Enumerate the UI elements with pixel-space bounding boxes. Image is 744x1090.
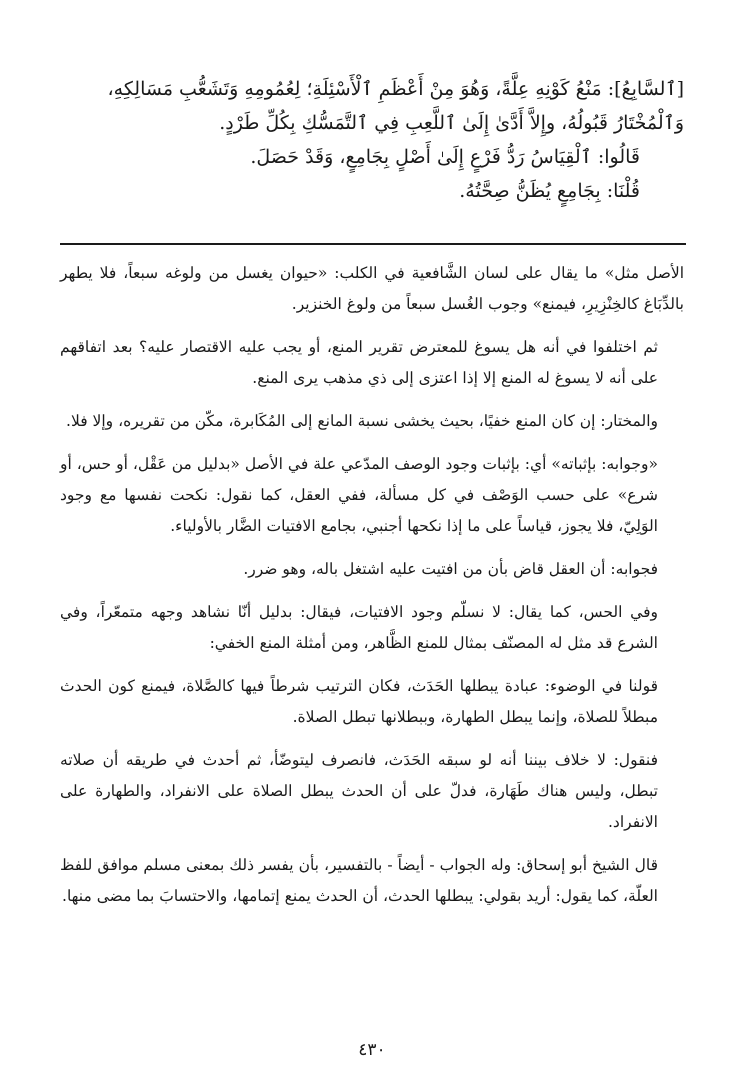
matn-line-2: وَٱلْمُخْتَارُ قَبُولُهُ، وإِلاَّ أَدَّىٰ إِلَىٰ ٱللَّعِبِ فِي ٱلتَّمَسُّكِ بِكُلِّ طَرْدٍ. [219,112,684,134]
sharh-paragraph-3: والمختار: إن كان المنع خفيًا، بحيث يخشى نسبة المانع إلى المُكَابرة، مكّن من تقريره، وإلا فلا. [66,412,658,430]
sharh-commentary-block [60,258,684,924]
sharh-paragraph-6: وفي الحس، كما يقال: لا نسلّم وجود الافتيات، فيقال: بدليل أنّا نشاهد وجهه متمعّراً، وفي الشرع قد مثل له المصنّف بمثال للمنع الظَّاهر، ومن أمثلة المنع الخفي: [60,603,658,652]
sharh-paragraph-1: الأصل مثل» ما يقال على لسان الشَّافعية في الكلب: «حيوان يغسل من ولوغه سبعاً، فلا يطهر بالدِّبَاغ كالخِنْزِيرِ، فيمنع» وجوب الغُسل سبعاً من ولوغ الخنزير. [60,264,684,313]
matn-text-block [60,72,684,208]
sharh-paragraph-8: فنقول: لا خلاف بيننا أنه لو سبقه الحَدَث، فانصرف ليتوضّأ، ثم أحدث في طريقه أن صلاته تبطل، وليس هناك طَهَارة، فدلّ على أن الحدث يبطل الصلاة على الانفراد، والطهارة على الانفراد. [60,751,658,831]
page-number: ٤٣٠ [358,1040,386,1060]
matn-line-3: قَالُوا: ٱلْقِيَاسُ رَدُّ فَرْعٍ إِلَىٰ أَصْلٍ بِجَامِعٍ، وَقَدْ حَصَلَ. [250,146,640,168]
sharh-paragraph-7: قولنا في الوضوء: عبادة يبطلها الحَدَث، فكان الترتيب شرطاً فيها كالصَّلاة، فيمنع كون الحدث مبطلاً للصلاة، وإنما يبطل الطهارة، وببطلانها تبطل الصلاة. [60,677,658,726]
sharh-paragraph-5: فجوابه: أن العقل قاض بأن من افتيت عليه اشتغل باله، وهو ضرر. [243,560,658,578]
sharh-paragraph-2: ثم اختلفوا في أنه هل يسوغ للمعترض تقرير المنع، أو يجب عليه الاقتصار عليه؟ بعد اتفاقهم على أنه لا يسوغ له المنع إلا إذا اعتزى إلى ذي مذهب يرى المنع. [60,338,658,387]
matn-line-1: [ٱلسَّابِعُ]: مَنْعُ كَوْنِهِ عِلَّةً، وَهُوَ مِنْ أَعْظَمِ ٱلْأَسْئِلَةِ؛ لِعُمُومِهِ وَتَشَعُّبِ مَسَالِكِهِ، [107,78,684,100]
sharh-paragraph-9: قال الشيخ أبو إسحاق: وله الجواب - أيضاً - بالتفسير، بأن يفسر ذلك بمعنى مسلم موافق للفظ العلّة، كما يقول: أريد بقولي: يبطلها الحدث، أن الحدث يمنع إتمامها، والاحتسابَ بما مضى منها. [60,856,658,905]
matn-line-4: قُلْنَا: بِجَامِعٍ يُظَنُّ صِحَّتُهُ. [459,180,640,202]
sharh-paragraph-4: «وجوابه: بإثباته» أي: بإثبات وجود الوصف المدّعي علة في الأصل «بدليل من عَقْل، أو حس، أو شرع» على حسب الوَصْف في كل مسألة، ففي العقل، كما نقول: نكحت نفسها مع وجود الوَلِيّ، فلا يجوز، قياساً على ما إذا نكحها أجنبي، بجامع الافتيات الضَّار بالأولياء. [60,455,658,535]
separator-rule [60,243,686,245]
